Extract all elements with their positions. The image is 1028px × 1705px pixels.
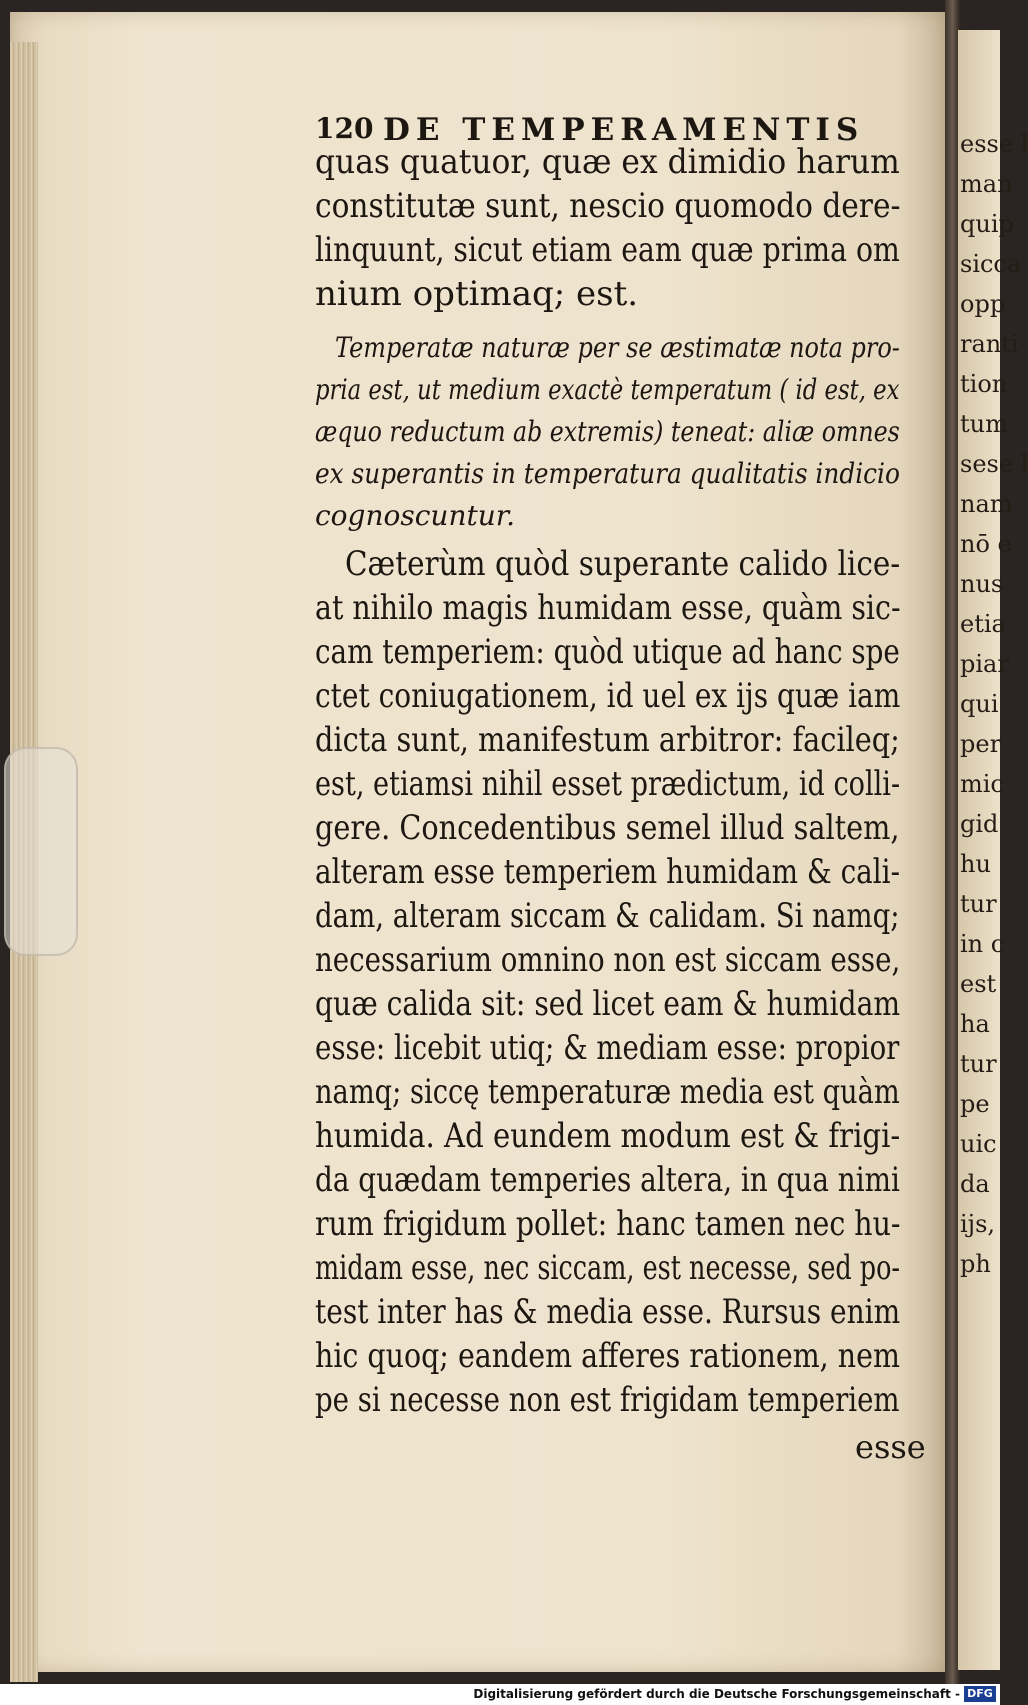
text-line: dam, alteram siccam & calidam. Si namq; (315, 896, 900, 936)
text-line: quas quatuor, quæ ex dimidio harum (315, 142, 900, 182)
facing-page-fragment: in c (960, 930, 1005, 958)
facing-page-fragment: uic (960, 1130, 997, 1158)
facing-page-fragment: hu (960, 850, 991, 878)
running-head: DE TEMPERAMENTIS (383, 112, 865, 148)
facing-page-fragment: ijs, (960, 1210, 996, 1238)
text-line: dicta sunt, manifestum arbitror: facileq; (315, 720, 900, 760)
text-line: esse: licebit utiq; & mediam esse: propior (315, 1028, 900, 1068)
text-line: namq; siccę temperaturæ media est quàm (315, 1072, 900, 1112)
text-line: æquo reductum ab extremis) teneat: aliæ omnes (315, 415, 900, 448)
dfg-logo: DFG (964, 1686, 996, 1702)
text-line: rum frigidum pollet: hanc tamen nec hu- (315, 1204, 901, 1244)
text-line: gere. Concedentibus semel illud saltem, (315, 808, 900, 848)
facing-page-fragment: da (960, 1170, 990, 1198)
facing-page-fragment: tur (960, 1050, 997, 1078)
facing-page-fragment: est (960, 970, 997, 998)
text-line: nium optimaq; est. (315, 274, 639, 314)
text-line: pria est, ut medium exactè temperatum ( id est, ex (315, 373, 900, 406)
digitization-footer (0, 1684, 1000, 1705)
footer-credit: Digitalisierung gefördert durch die Deutsche Forschungsgemeinschaft - (473, 1687, 960, 1701)
facing-page-fragment: qui (960, 690, 999, 718)
text-line: alteram esse temperiem humidam & cali- (315, 852, 900, 892)
catchword: esse (855, 1428, 926, 1466)
text-line: necessarium omnino non est siccam esse, (315, 940, 901, 980)
facing-page-fragment: mic (960, 770, 1004, 798)
facing-page-fragment: piar (960, 650, 1009, 678)
facing-page-fragment: sese l (960, 450, 1028, 478)
text-line: midam esse, nec siccam, est necesse, sed po- (315, 1248, 901, 1288)
facing-page-fragment: sicca (960, 250, 1022, 278)
book-clip (4, 747, 78, 956)
facing-page-fragment: nus (960, 570, 1004, 598)
text-line: est, etiamsi nihil esset prædictum, id colli- (315, 764, 901, 804)
folio-number: 120 (315, 112, 374, 145)
text-line: constitutæ sunt, nescio quomodo dere- (315, 186, 901, 226)
facing-page-fragment: tion (960, 370, 1008, 398)
facing-page-fragment: etia (960, 610, 1006, 638)
facing-page-fragment: ha (960, 1010, 990, 1038)
facing-page-fragment: ranti (960, 330, 1019, 358)
facing-page-fragment: tum (960, 410, 1008, 438)
text-line: linquunt, sicut etiam eam quæ prima om (315, 230, 900, 270)
facing-page-fragment: esse l (960, 130, 1028, 158)
text-line: test inter has & media esse. Rursus enim (315, 1292, 901, 1332)
text-line: Cæterùm quòd superante calido lice- (345, 544, 901, 584)
text-line: Temperatæ naturæ per se æstimatæ nota pro- (335, 331, 900, 364)
text-line: ex superantis in temperatura qualitatis indicio (315, 457, 900, 490)
facing-page-fragment: pe (960, 1090, 990, 1118)
text-line: quæ calida sit: sed licet eam & humidam (315, 984, 901, 1024)
facing-page-fragment: ph (960, 1250, 991, 1278)
facing-page-fragment: opp (960, 290, 1006, 318)
text-line: da quædam temperies altera, in qua nimi (315, 1160, 900, 1200)
facing-page-fragment: nam (960, 490, 1013, 518)
facing-page-fragment: man (960, 170, 1013, 198)
text-line: ctet coniugationem, id uel ex ijs quæ iam (315, 676, 901, 716)
facing-page-fragment: nō e (960, 530, 1012, 558)
facing-page-fragment: per (960, 730, 1002, 758)
text-line: at nihilo magis humidam esse, quàm sic- (315, 588, 901, 628)
text-line: cognoscuntur. (315, 499, 515, 532)
facing-page-fragment: gid (960, 810, 999, 838)
facing-page-fragment: tur (960, 890, 997, 918)
facing-page-fragment: quip (960, 210, 1014, 238)
text-line: hic quoq; eandem afferes rationem, nem (315, 1336, 900, 1376)
text-line: cam temperiem: quòd utique ad hanc spe (315, 632, 900, 672)
text-line: humida. Ad eundem modum est & frigi- (315, 1116, 901, 1156)
text-line: pe si necesse non est frigidam temperiem (315, 1380, 900, 1420)
facing-page-edge (958, 30, 1028, 1670)
